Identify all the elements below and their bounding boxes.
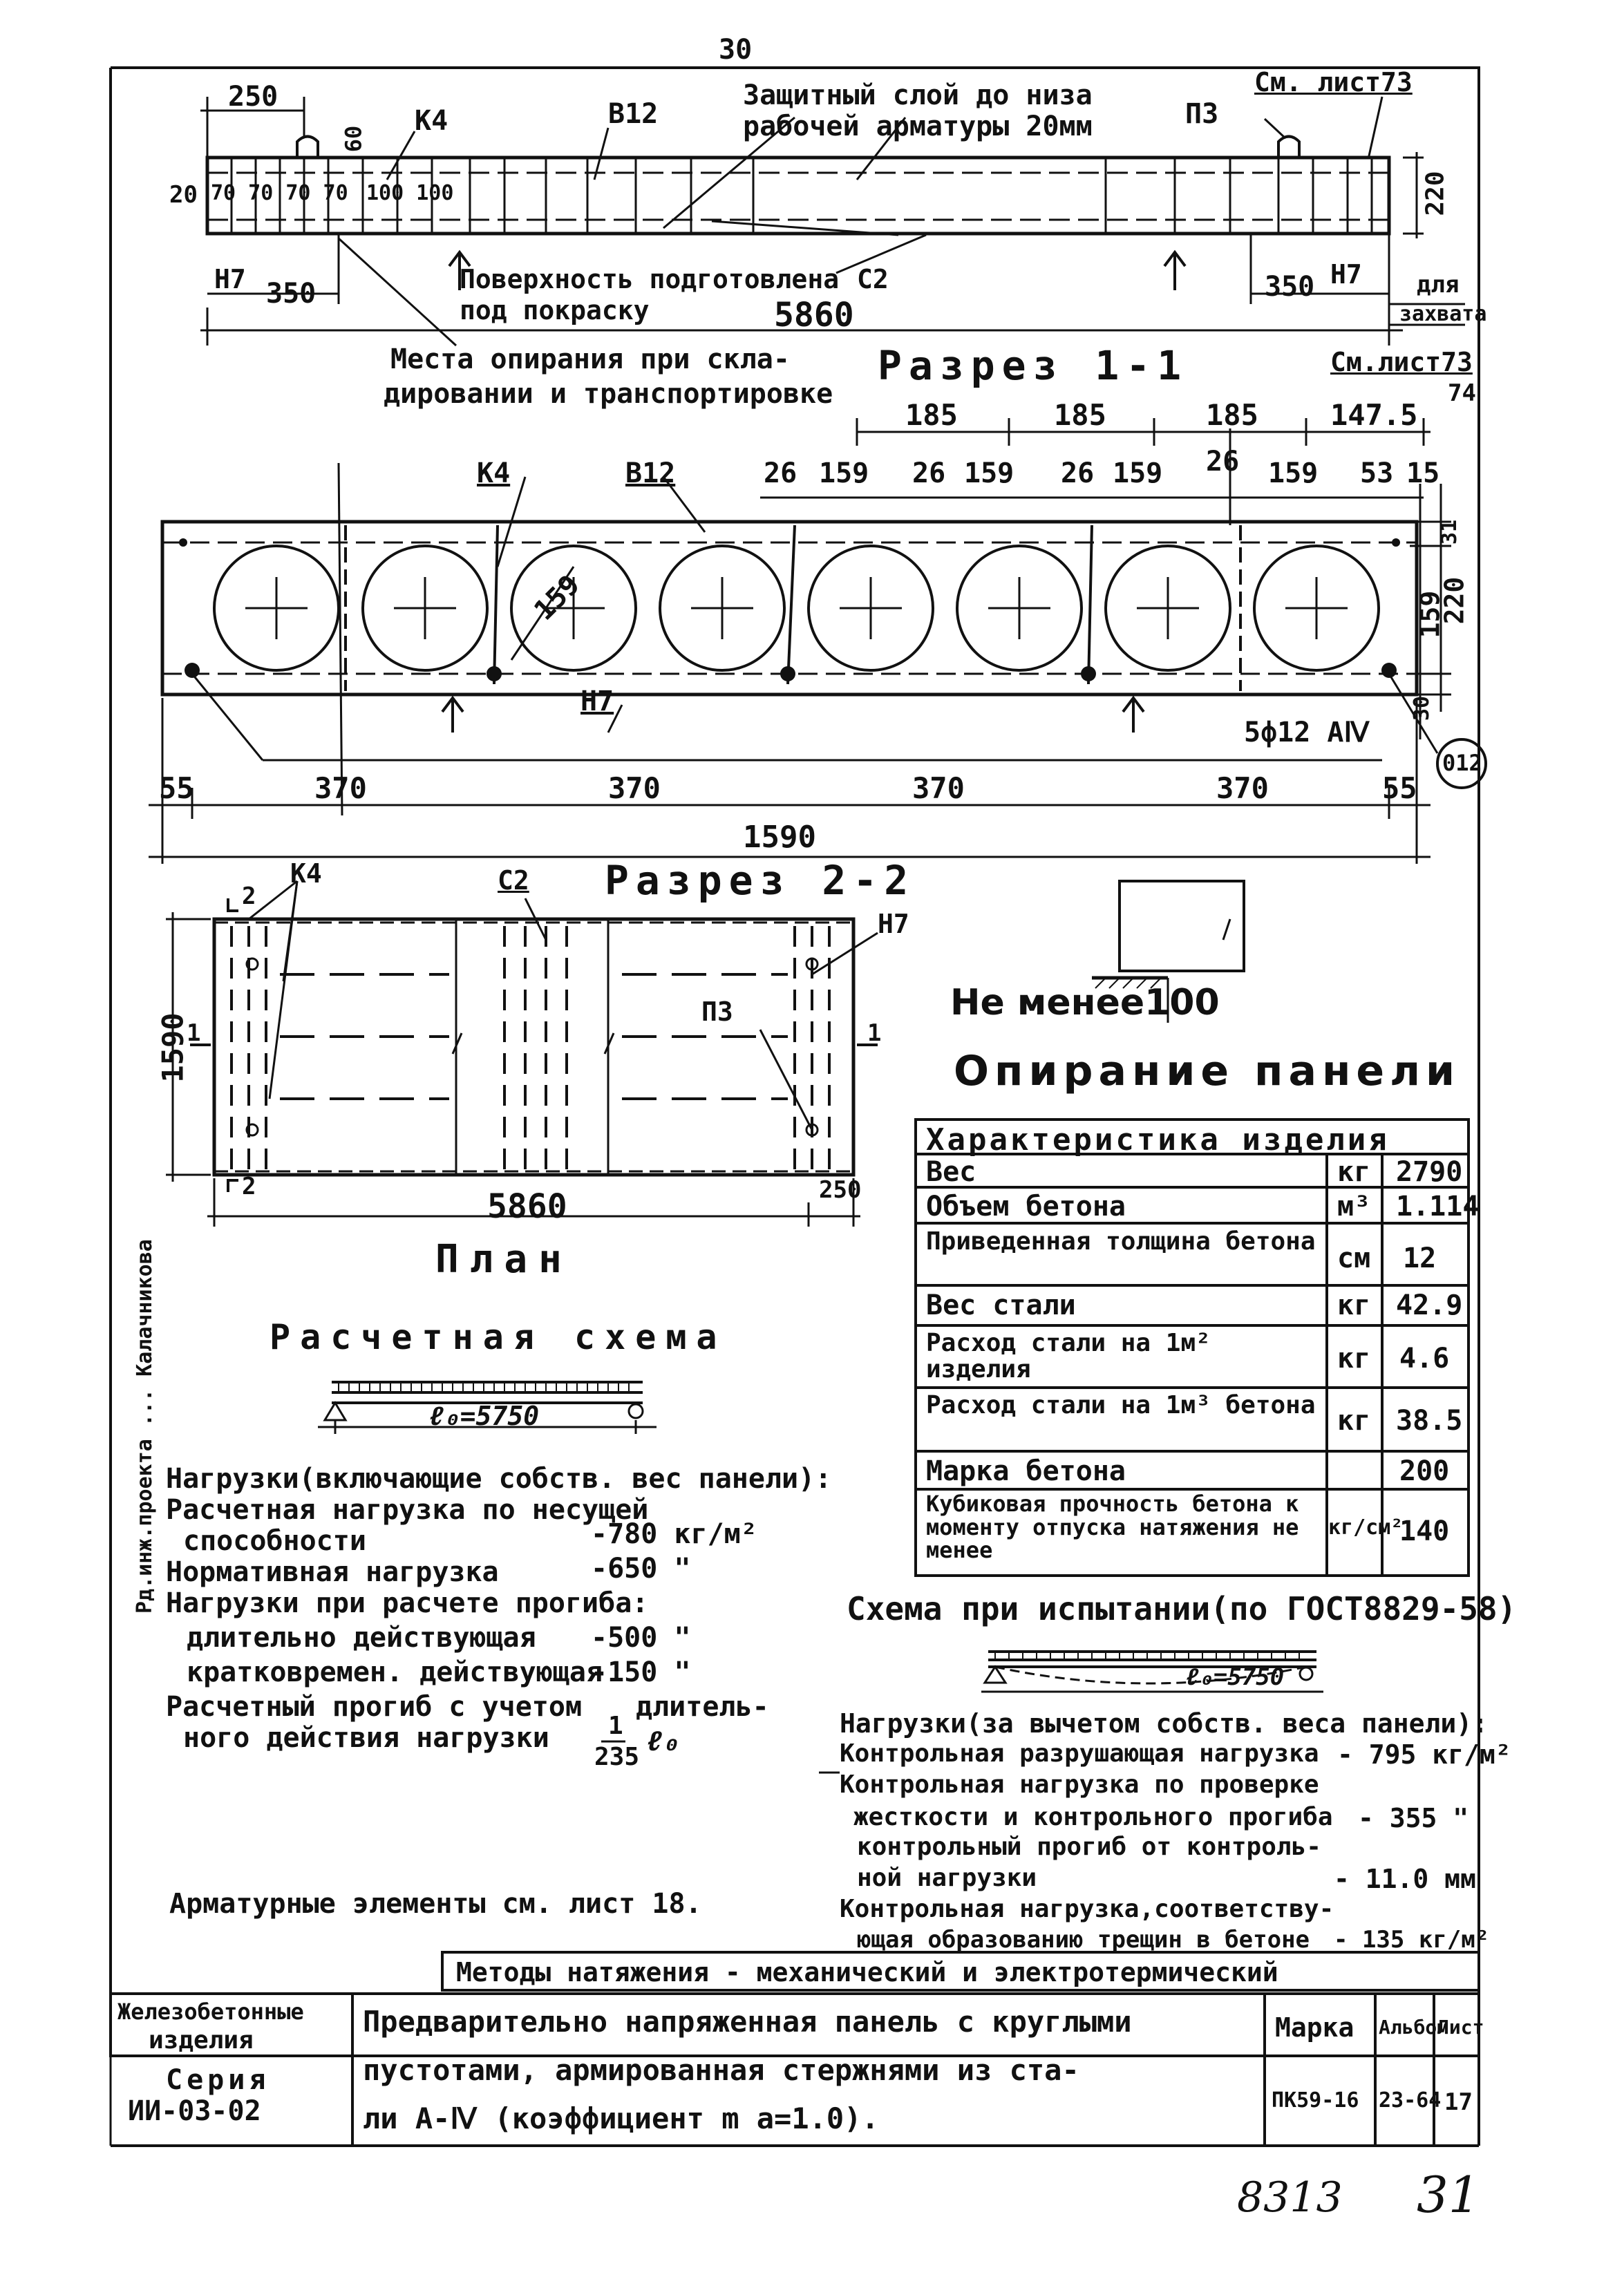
- footer-code: 8313: [1237, 2173, 1343, 2222]
- mid-dim-1: 26: [764, 457, 797, 489]
- title-mark-label: Марка: [1275, 2012, 1354, 2043]
- bottom-dim-370-3: 370: [912, 771, 965, 805]
- bottom-dim-55-left: 55: [159, 771, 194, 805]
- label-p3: П3: [1185, 98, 1219, 130]
- test-scheme-span: ℓ₀=5750: [1185, 1663, 1285, 1691]
- section-mark-2-bottom: 2: [242, 1173, 256, 1200]
- test-load-4-value: - 135 кг/м²: [1334, 1926, 1490, 1954]
- mid-dim-4: 159: [964, 457, 1014, 489]
- note-support-2: дировании и транспортировке: [384, 378, 833, 410]
- mid-dim-6: 159: [1113, 457, 1163, 489]
- title-category-1: Железобетонные: [117, 1999, 304, 2025]
- row-value: 140: [1399, 1515, 1450, 1547]
- row-value: 42.9: [1396, 1290, 1463, 1321]
- top-dim-1: 185: [905, 398, 958, 432]
- loads-calc-value: -780 кг/м²: [591, 1518, 757, 1550]
- bottom-dim-370-1: 370: [314, 771, 367, 805]
- title-desc-1: Предварительно напряженная панель с круглыми: [363, 2005, 1132, 2039]
- mid-dim-8: 159: [1268, 457, 1319, 489]
- top-dim-2: 185: [1054, 398, 1106, 432]
- row-unit: м³: [1337, 1191, 1371, 1222]
- note-see-sheet-73: См. лист73: [1254, 67, 1413, 97]
- dim-5860-plan: 5860: [487, 1187, 567, 1226]
- title-mark-value: ПК59-16: [1272, 2088, 1359, 2113]
- dim-350-right: 350: [1265, 271, 1315, 303]
- loads-long-label: длительно действующая: [187, 1622, 536, 1654]
- row-value: 1.114: [1396, 1191, 1480, 1222]
- loads-normative-value: -650 ": [591, 1553, 691, 1585]
- row-unit: кг: [1337, 1343, 1371, 1375]
- dim-220-right: 220: [1421, 171, 1450, 216]
- title-category-2: изделия: [149, 2026, 254, 2054]
- title-album-label: Альбом: [1379, 2016, 1449, 2039]
- row-value: 38.5: [1396, 1405, 1463, 1437]
- test-load-2-line1: Контрольная нагрузка по проверке: [840, 1770, 1319, 1799]
- loads-fraction-num: 1: [608, 1712, 623, 1740]
- design-scheme-title: Расчетная схема: [270, 1317, 727, 1357]
- loads-long-value: -500 ": [591, 1622, 691, 1654]
- row-unit: кг: [1337, 1156, 1371, 1188]
- label-h7-right: Н7: [1330, 259, 1362, 290]
- row-unit: кг: [1337, 1290, 1371, 1321]
- note-surface-2: под покраску: [460, 295, 650, 325]
- loads-title: Нагрузки(включающие собств. вес панели):: [166, 1463, 832, 1495]
- row-name: Расход стали на 1м² изделия: [926, 1329, 1211, 1383]
- loads-short-value: -150 ": [591, 1656, 691, 1688]
- note-see-sheet-73-74: См.лист73: [1330, 347, 1473, 377]
- support-not-less: Не менее100: [950, 982, 1220, 1023]
- dim-void-diameter: 159: [528, 569, 586, 627]
- support-block: [1120, 881, 1244, 971]
- dim-1590-plan: 1590: [155, 1012, 190, 1083]
- side-signature-text: Рд.инж.проекта ... Калачникова: [133, 1239, 157, 1614]
- test-load-3-value: - 11.0 мм: [1334, 1864, 1476, 1894]
- right-dim-159: 159: [1415, 590, 1446, 639]
- label-c2-plan: С2: [498, 865, 529, 896]
- methods-note: Методы натяжения - механический и электротермический: [456, 1957, 1278, 1987]
- loads-fraction-sym: ℓ₀: [646, 1726, 680, 1757]
- mid-dim-2: 159: [819, 457, 869, 489]
- row-name: Вес стали: [926, 1290, 1076, 1321]
- label-h7-cross: Н7: [580, 686, 614, 717]
- label-h7-left: Н7: [214, 264, 246, 294]
- bottom-dim-370-4: 370: [1216, 771, 1269, 805]
- label-rebar: 5ф12 АⅣ: [1244, 717, 1370, 748]
- test-scheme-title: Схема при испытании(по ГОСТ8829-58): [847, 1590, 1517, 1627]
- label-c2: С2: [857, 264, 889, 294]
- bottom-dim-55-right: 55: [1382, 771, 1417, 805]
- mid-dim-9: 53: [1360, 457, 1394, 489]
- loads-calc-1: Расчетная нагрузка по несущей: [166, 1494, 649, 1526]
- loads-fraction-den: 235: [594, 1743, 640, 1771]
- test-load-1-value: - 795 кг/м²: [1337, 1739, 1511, 1770]
- dims-left-spacing: 70 70 70 70: [211, 181, 348, 205]
- label-rebar-circle: 012: [1442, 750, 1482, 776]
- loads-deflection-title: Нагрузки при расчете прогиба:: [166, 1587, 649, 1619]
- top-dim-3: 185: [1206, 398, 1258, 432]
- label-b12: В12: [608, 98, 659, 130]
- rebar-dot: [780, 666, 795, 681]
- mid-dim-5: 26: [1061, 457, 1095, 489]
- note-protective-2: рабочей арматуры 20мм: [743, 111, 1093, 142]
- row-unit: кг: [1337, 1405, 1371, 1437]
- test-load-2-value: - 355 ": [1358, 1803, 1469, 1833]
- dims-mid-spacing: 100 100: [366, 181, 454, 205]
- title-album-value: 23-64: [1379, 2088, 1442, 2113]
- panel-plan: [214, 919, 853, 1175]
- loads-short-label: кратковремен. действующая: [187, 1656, 603, 1688]
- note-protective-1: Защитный слой до низа: [743, 79, 1093, 111]
- note-surface-1: Поверхность подготовлена: [460, 264, 840, 294]
- note-support-1: Места опирания при скла-: [390, 343, 790, 375]
- label-k4: К4: [415, 105, 449, 137]
- row-name: Объем бетона: [926, 1191, 1126, 1222]
- row-unit: кг/см²: [1328, 1515, 1404, 1540]
- loads-long-term: длитель-: [636, 1691, 769, 1723]
- dim-350-left: 350: [266, 278, 317, 310]
- row-name: Марка бетона: [926, 1455, 1126, 1487]
- row-value: 2790: [1396, 1156, 1463, 1188]
- dim-20: 20: [169, 181, 198, 209]
- test-load-3-line1: контрольный прогиб от контроль-: [857, 1833, 1321, 1861]
- note-capture-1: для: [1417, 271, 1460, 299]
- table-header: Характеристика изделия: [926, 1122, 1390, 1158]
- label-k4-cross: К4: [477, 457, 511, 489]
- title-series-label: Серия: [166, 2064, 270, 2096]
- dim-250-plan: 250: [819, 1176, 862, 1204]
- row-name: Расход стали на 1м³ бетона: [926, 1391, 1316, 1419]
- title-desc-2: пустотами, армированная стержнями из ста-: [363, 2053, 1079, 2087]
- loads-calc-2: способности: [183, 1525, 366, 1557]
- rebar-dot: [185, 663, 200, 678]
- title-sheet-value: 17: [1444, 2088, 1473, 2116]
- section-mark-1-left: 1: [187, 1019, 201, 1047]
- design-scheme-span: ℓ₀=5750: [428, 1401, 540, 1431]
- row-name: Вес: [926, 1156, 976, 1188]
- test-load-4-line2: ющая образованию трещин в бетоне: [857, 1926, 1310, 1954]
- row-value: 200: [1399, 1455, 1450, 1487]
- label-p3-plan: П3: [701, 996, 733, 1027]
- mid-dim-10: 15: [1406, 457, 1440, 489]
- page-number-top: 30: [719, 34, 753, 66]
- support-title: Опирание панели: [954, 1047, 1461, 1095]
- reinforcement-note: Арматурные элементы см. лист 18.: [169, 1888, 702, 1920]
- section-1-1-title: Разрез 1-1: [878, 342, 1189, 389]
- right-dim-31: 31: [1437, 519, 1462, 545]
- top-dim-4: 147.5: [1330, 398, 1418, 432]
- loads-calc-defl-2: ного действия нагрузки: [183, 1722, 549, 1754]
- test-load-2-line2: жесткости и контрольного прогиба: [853, 1803, 1333, 1831]
- section-mark-2-top: 2: [242, 882, 256, 910]
- row-value: 4.6: [1399, 1343, 1450, 1375]
- section-2-2-title: Разрез 2-2: [605, 857, 916, 904]
- footer-page: 31: [1417, 2166, 1480, 2224]
- label-k4-plan: К4: [290, 858, 322, 889]
- loads-calc-defl-1: Расчетный прогиб с учетом: [166, 1691, 583, 1723]
- test-load-3-line2: ной нагрузки: [857, 1864, 1037, 1892]
- test-load-4-line1: Контрольная нагрузка,соответству-: [840, 1895, 1334, 1923]
- title-sheet-label: Лист: [1437, 2016, 1484, 2039]
- row-name: Кубиковая прочность бетона к моменту отпуска натяжения не менее: [926, 1491, 1299, 1564]
- label-h7-plan: Н7: [878, 909, 909, 939]
- right-dim-220: 220: [1439, 576, 1470, 625]
- note-sheet-74: 74: [1448, 379, 1476, 407]
- note-capture-2: захвата: [1399, 302, 1487, 326]
- test-loads-title: Нагрузки(за вычетом собств. веса панели):: [840, 1708, 1488, 1739]
- mid-dim-3: 26: [912, 457, 946, 489]
- label-b12-cross: В12: [625, 457, 676, 489]
- dim-60: 60: [340, 125, 367, 153]
- row-name: Приведенная толщина бетона: [926, 1227, 1316, 1256]
- dim-5860-top: 5860: [774, 296, 854, 334]
- plan-title: План: [435, 1237, 573, 1282]
- row-value: 12: [1403, 1243, 1437, 1274]
- dim-250: 250: [228, 81, 278, 113]
- right-dim-30: 30: [1410, 695, 1435, 721]
- test-load-1-label: Контрольная разрушающая нагрузка: [840, 1739, 1319, 1768]
- mid-dim-7: 26: [1206, 446, 1240, 478]
- section-mark-1-right: 1: [867, 1019, 882, 1047]
- row-unit: см: [1337, 1243, 1371, 1274]
- loads-normative-label: Нормативная нагрузка: [166, 1556, 499, 1588]
- rebar-dot: [1081, 666, 1096, 681]
- title-series-value: ИИ-03-02: [128, 2095, 261, 2127]
- bottom-dim-370-2: 370: [608, 771, 661, 805]
- dim-1590-total: 1590: [743, 820, 816, 855]
- title-desc-3: ли А-Ⅳ (коэффициент m a=1.0).: [363, 2101, 879, 2135]
- rebar-dot: [487, 666, 502, 681]
